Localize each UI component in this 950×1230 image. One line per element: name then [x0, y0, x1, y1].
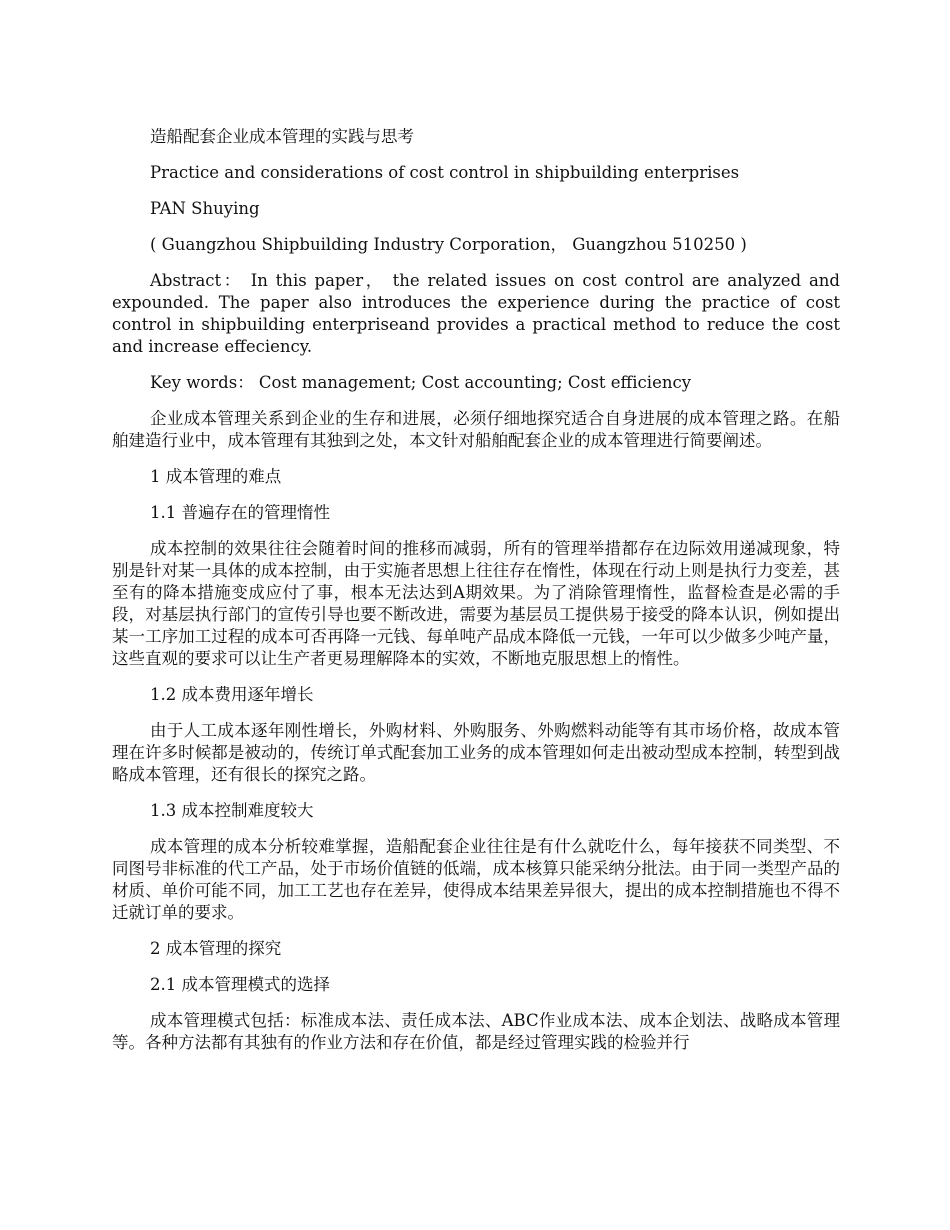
author: PAN Shuying — [150, 199, 260, 218]
section-1-2-paragraph: 由于人工成本逐年刚性增长，外购材料、外购服务、外购燃料动能等有其市场价格，故成本管理在许多时候都是被动的，传统订单式配套加工业务的成本管理如何走出被动型成本控制，转型到战略成本管理，还有很长的探究之路。 — [112, 721, 840, 784]
affiliation: ( Guangzhou Shipbuilding Industry Corporation， Guangzhou 510250 ) — [150, 235, 747, 254]
section-2-1-paragraph: 成本管理模式包括：标准成本法、责任成本法、ABC作业成本法、成本企划法、战略成本管理等。各种方法都有其独有的作业方法和存在价值，都是经过管理实践的检验并行 — [112, 1011, 840, 1052]
section-2-1-heading: 2.1 成本管理模式的选择 — [150, 975, 330, 994]
abstract: Abstract： In this paper， the related issues on cost control are analyzed and expounded. The paper also introduces the experience during the practice of cost control in shipbuilding enterpriseand provides a practical method to reduce the cost and increase effeciency. — [112, 271, 840, 356]
section-1-3-heading: 1.3 成本控制难度较大 — [150, 801, 314, 820]
section-2-heading: 2 成本管理的探究 — [150, 939, 282, 958]
section-1-2-heading: 1.2 成本费用逐年增长 — [150, 685, 314, 704]
keywords: Key words： Cost management; Cost accounting; Cost efficiency — [150, 373, 692, 392]
section-1-1-paragraph: 成本控制的效果往往会随着时间的推移而减弱，所有的管理举措都存在边际效用递减现象，特别是针对某一具体的成本控制，由于实施者思想上往往存在惰性，体现在行动上则是执行力变差，甚至有的降本措施变成应付了事，根本无法达到A期效果。为了消除管理惰性，监督检查是必需的手段，对基层执行部门的宣传引导也要不断改进，需要为基层员工提供易于接受的降本认识，例如提出某一工序加工过程的成本可否再降一元钱、每单吨产品成本降低一元钱，一年可以少做多少吨产量，这些直观的要求可以让生产者更易理解降本的实效，不断地克服思想上的惰性。 — [112, 539, 840, 668]
document-page — [112, 126, 840, 1068]
intro-paragraph: 企业成本管理关系到企业的生存和进展，必须仔细地探究适合自身进展的成本管理之路。在船舶建造行业中，成本管理有其独到之处，本文针对船舶配套企业的成本管理进行简要阐述。 — [112, 409, 840, 450]
section-1-heading: 1 成本管理的难点 — [150, 467, 282, 486]
section-1-3-paragraph: 成本管理的成本分析较难掌握，造船配套企业往往是有什么就吃什么，每年接获不同类型、不同图号非标准的代工产品，处于市场价值链的低端，成本核算只能采纳分批法。由于同一类型产品的材质、单价可能不同，加工工艺也存在差异，使得成本结果差异很大，提出的成本控制措施也不得不迁就订单的要求。 — [112, 837, 840, 922]
title-chinese: 造船配套企业成本管理的实践与思考 — [150, 127, 414, 146]
section-1-1-heading: 1.1 普遍存在的管理惰性 — [150, 503, 330, 522]
title-english: Practice and considerations of cost control in shipbuilding enterprises — [150, 163, 740, 182]
